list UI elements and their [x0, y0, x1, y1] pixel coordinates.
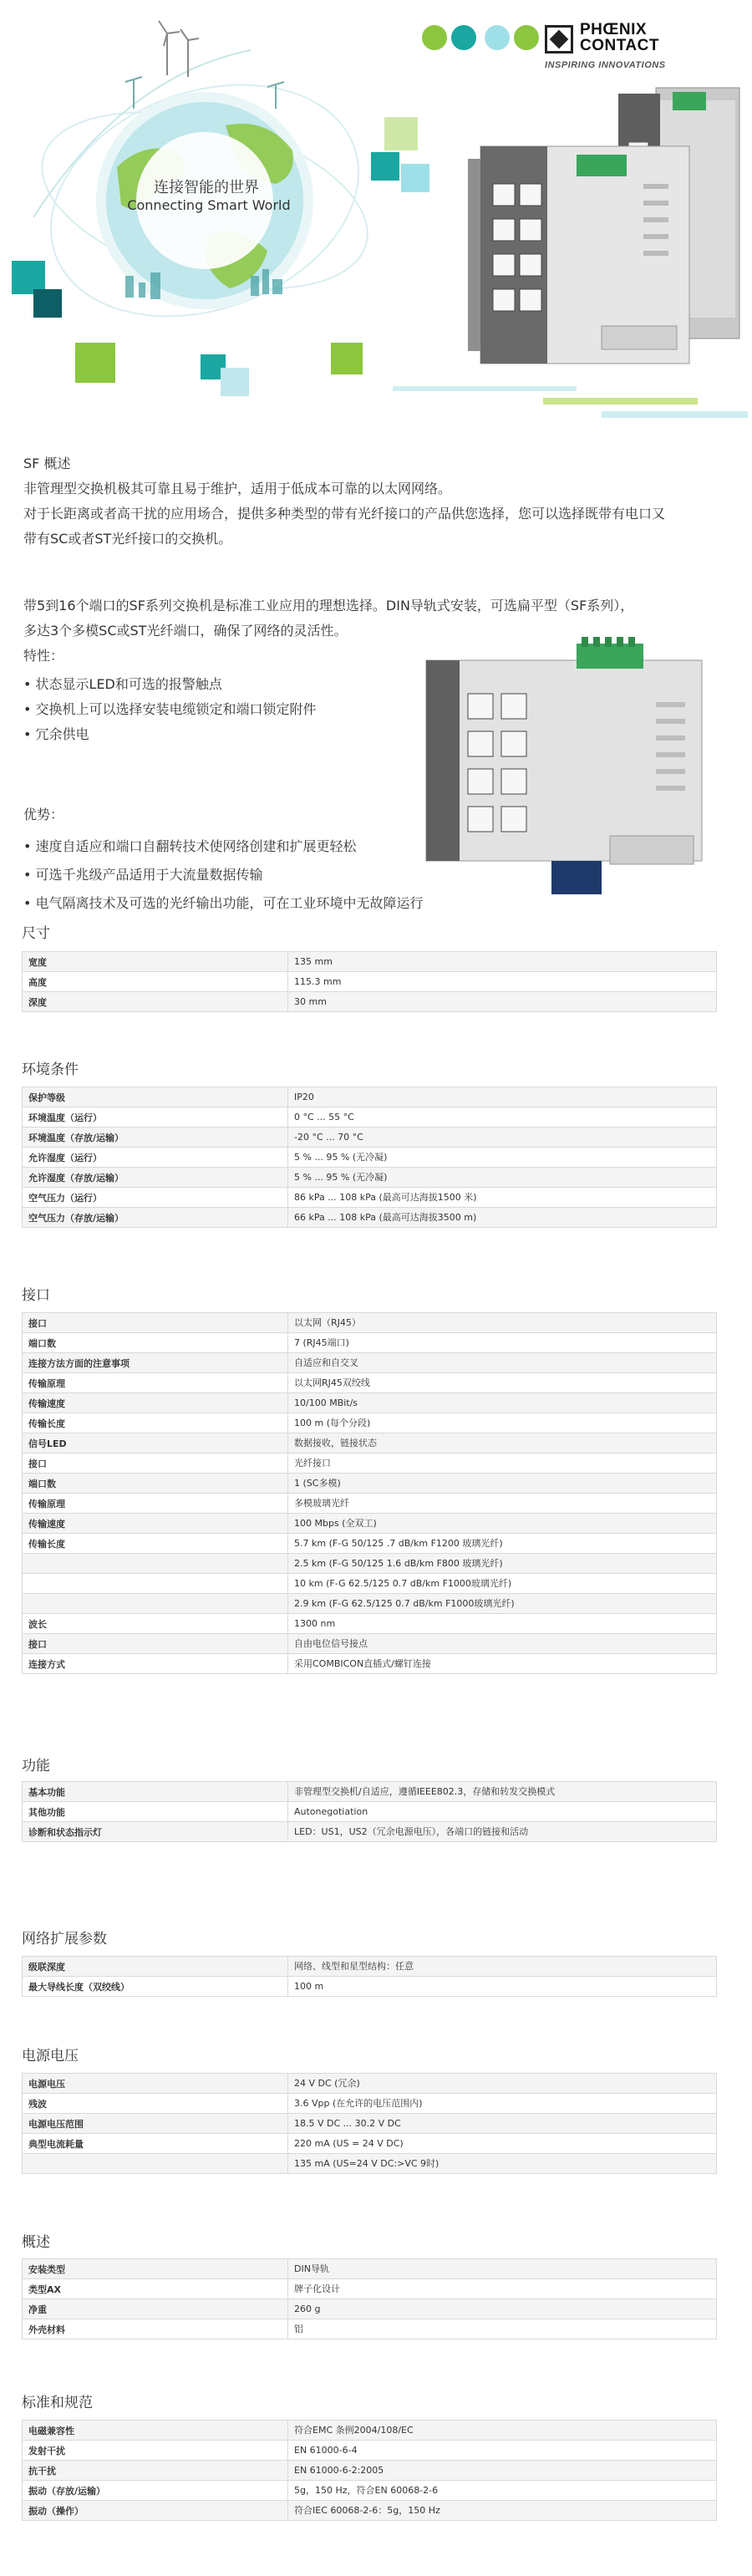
product-photo — [418, 627, 735, 903]
spec-value: DIN导轨 — [288, 2259, 717, 2279]
spec-key: 抗干扰 — [23, 2461, 288, 2481]
section-title: 网络扩展参数 — [22, 1931, 107, 1947]
spec-key — [23, 1574, 288, 1594]
spec-key: 基本功能 — [23, 1782, 288, 1802]
spec-key: 电磁兼容性 — [23, 2421, 288, 2441]
section-title: 接口 — [22, 1287, 50, 1304]
spec-row — [23, 1514, 717, 1534]
spec-row — [23, 1413, 717, 1433]
spec-value: 自由电位信号接点 — [288, 1634, 717, 1654]
spec-row — [23, 1594, 717, 1614]
spec-key: 传输原理 — [23, 1494, 288, 1514]
spec-value: 100 Mbps (全双工) — [288, 1514, 717, 1534]
spec-key: 波长 — [23, 1614, 288, 1634]
spec-row — [23, 2154, 717, 2174]
overview-line: 非管理型交换机极其可靠且易于维护，适用于低成本可靠的以太网网络。 — [23, 481, 452, 496]
spec-row — [23, 2259, 717, 2279]
spec-value: 光纤接口 — [288, 1453, 717, 1474]
spec-row — [23, 1188, 717, 1208]
spec-key: 电源电压 — [23, 2074, 288, 2094]
spec-value: 18.5 V DC ... 30.2 V DC — [288, 2114, 717, 2134]
brand-tagline: INSPIRING INNOVATIONS — [545, 60, 666, 70]
spec-row — [23, 1634, 717, 1654]
spec-row — [23, 1128, 717, 1148]
spec-value: 以太网（RJ45） — [288, 1313, 717, 1333]
spec-key: 接口 — [23, 1634, 288, 1654]
section-title: 尺寸 — [22, 925, 50, 942]
spec-value: 非管理型交换机/自适应，遵循IEEE802.3，存储和转发交换模式 — [288, 1782, 717, 1802]
spec-row — [23, 992, 717, 1012]
spec-key: 传输速度 — [23, 1514, 288, 1534]
spec-row — [23, 2134, 717, 2154]
spec-row — [23, 2279, 717, 2299]
spec-table — [22, 2420, 717, 2521]
features-title: 特性： — [23, 648, 64, 664]
advantage-item: • 电气隔离技术及可选的光纤输出功能，可在工业环境中无故障运行 — [23, 895, 424, 911]
spec-table — [22, 1312, 717, 1674]
spec-value: 符合IEC 60068-2-6：5g，150 Hz — [288, 2501, 717, 2521]
spec-table — [22, 951, 717, 1012]
spec-row — [23, 1822, 717, 1842]
spec-value: 30 mm — [288, 992, 717, 1012]
spec-key: 级联深度 — [23, 1957, 288, 1977]
spec-row — [23, 1148, 717, 1168]
spec-row — [23, 1782, 717, 1802]
spec-key: 振动（存放/运输） — [23, 2481, 288, 2501]
spec-value: 10/100 MBit/s — [288, 1393, 717, 1413]
spec-value: 自适应和自交叉 — [288, 1353, 717, 1373]
spec-value: 1300 nm — [288, 1614, 717, 1634]
spec-key: 接口 — [23, 1313, 288, 1333]
spec-key — [23, 2154, 288, 2174]
globe-caption-en: Connecting Smart World — [127, 197, 291, 213]
section-title: 标准和规范 — [22, 2395, 93, 2411]
spec-value: 2.9 km (F-G 62.5/125 0.7 dB/km F1000玻璃光纤) — [288, 1594, 717, 1614]
spec-row — [23, 1208, 717, 1228]
spec-key: 传输长度 — [23, 1534, 288, 1554]
spec-key: 环境温度（存放/运输） — [23, 1128, 288, 1148]
spec-key: 外壳材料 — [23, 2319, 288, 2339]
brand-name-line1: PHŒNIX — [580, 21, 648, 38]
globe-caption-zh: 连接智能的世界 — [154, 179, 259, 196]
spec-value: 5 % ... 95 % (无冷凝) — [288, 1168, 717, 1188]
spec-row — [23, 1474, 717, 1494]
spec-row — [23, 1554, 717, 1574]
spec-value: 1 (SC多模) — [288, 1474, 717, 1494]
spec-value: 135 mm — [288, 952, 717, 972]
spec-value: 24 V DC (冗余) — [288, 2074, 717, 2094]
spec-row — [23, 2319, 717, 2339]
spec-row — [23, 1453, 717, 1474]
spec-row — [23, 2441, 717, 2461]
spec-value: 以太网RJ45双绞线 — [288, 1373, 717, 1393]
spec-value: 100 m (每个分段) — [288, 1413, 717, 1433]
spec-value: 115.3 mm — [288, 972, 717, 992]
spec-row — [23, 1313, 717, 1333]
spec-value: 10 km (F-G 62.5/125 0.7 dB/km F1000玻璃光纤) — [288, 1574, 717, 1594]
spec-key: 振动（操作） — [23, 2501, 288, 2521]
spec-row — [23, 2299, 717, 2319]
spec-value: 100 m — [288, 1977, 717, 1997]
spec-key: 深度 — [23, 992, 288, 1012]
spec-key: 高度 — [23, 972, 288, 992]
spec-key — [23, 1554, 288, 1574]
spec-table — [22, 2073, 717, 2174]
spec-key: 环境温度（运行） — [23, 1107, 288, 1128]
feature-item: • 交换机上可以选择安装电缆锁定和端口锁定附件 — [23, 701, 317, 717]
spec-value: 多模玻璃光纤 — [288, 1494, 717, 1514]
spec-value: 牌子化设计 — [288, 2279, 717, 2299]
spec-key — [23, 1594, 288, 1614]
spec-key: 接口 — [23, 1453, 288, 1474]
spec-key: 保护等级 — [23, 1087, 288, 1107]
spec-key: 允许湿度（运行） — [23, 1148, 288, 1168]
advantages-title: 优势： — [23, 807, 64, 822]
switch-device-front — [468, 146, 689, 364]
spec-key: 信号LED — [23, 1433, 288, 1453]
spec-value: EN 61000-6-4 — [288, 2441, 717, 2461]
spec-value: 3.6 Vpp (在允许的电压范围内) — [288, 2094, 717, 2114]
section-title: 功能 — [22, 1758, 50, 1774]
overview-line: 多达3个多模SC或ST光纤端口，确保了网络的灵活性。 — [23, 623, 348, 639]
spec-value: 86 kPa ... 108 kPa (最高可达海拔1500 米) — [288, 1188, 717, 1208]
spec-table — [22, 2258, 717, 2339]
spec-table — [22, 1956, 717, 1997]
spec-key: 空气压力（存放/运输） — [23, 1208, 288, 1228]
brand-name — [580, 22, 680, 53]
spec-row — [23, 1534, 717, 1554]
spec-value: 220 mA (US = 24 V DC) — [288, 2134, 717, 2154]
advantage-item: • 可选千兆级产品适用于大流量数据传输 — [23, 867, 263, 883]
spec-row — [23, 1957, 717, 1977]
spec-value: 网络、线型和星型结构：任意 — [288, 1957, 717, 1977]
spec-value: 5 % ... 95 % (无冷凝) — [288, 1148, 717, 1168]
spec-key: 类型AX — [23, 2279, 288, 2299]
spec-row — [23, 952, 717, 972]
spec-key: 传输长度 — [23, 1413, 288, 1433]
spec-value: 采用COMBICON直插式/螺钉连接 — [288, 1654, 717, 1674]
spec-row — [23, 972, 717, 992]
spec-value: IP20 — [288, 1087, 717, 1107]
spec-value: LED：US1，US2（冗余电源电压），各端口的链接和活动 — [288, 1822, 717, 1842]
spec-row — [23, 1353, 717, 1373]
spec-row — [23, 1373, 717, 1393]
spec-row — [23, 2074, 717, 2094]
feature-item: • 冗余供电 — [23, 726, 89, 742]
spec-row — [23, 1107, 717, 1128]
spec-key: 端口数 — [23, 1333, 288, 1353]
spec-key: 诊断和状态指示灯 — [23, 1822, 288, 1842]
spec-key: 传输原理 — [23, 1373, 288, 1393]
spec-row — [23, 1393, 717, 1413]
overview-title: SF 概述 — [23, 456, 71, 471]
spec-table — [22, 1781, 717, 1842]
spec-key: 宽度 — [23, 952, 288, 972]
section-title: 电源电压 — [22, 2048, 79, 2064]
spec-value: 135 mA (US=24 V DC:>VC 9时) — [288, 2154, 717, 2174]
spec-key: 允许湿度（存放/运输） — [23, 1168, 288, 1188]
spec-row — [23, 2501, 717, 2521]
spec-row — [23, 1494, 717, 1514]
advantage-item: • 速度自适应和端口自翻转技术使网络创建和扩展更轻松 — [23, 838, 357, 854]
spec-key: 空气压力（运行） — [23, 1188, 288, 1208]
overview-line: 对于长距离或者高干扰的应用场合，提供多种类型的带有光纤接口的产品供您选择，您可以选择既带有电口又 — [23, 506, 666, 522]
spec-key: 连接方法方面的注意事项 — [23, 1353, 288, 1373]
spec-row — [23, 2094, 717, 2114]
spec-value: EN 61000-6-2:2005 — [288, 2461, 717, 2481]
spec-row — [23, 1802, 717, 1822]
spec-key: 残波 — [23, 2094, 288, 2114]
spec-key: 电源电压范围 — [23, 2114, 288, 2134]
spec-value: 铝 — [288, 2319, 717, 2339]
spec-row — [23, 1168, 717, 1188]
banner — [0, 0, 752, 435]
spec-row — [23, 2481, 717, 2501]
spec-value: 260 g — [288, 2299, 717, 2319]
spec-row — [23, 2421, 717, 2441]
spec-row — [23, 1433, 717, 1453]
spec-row — [23, 1977, 717, 1997]
spec-value: -20 °C ... 70 °C — [288, 1128, 717, 1148]
spec-key: 最大导线长度（双绞线） — [23, 1977, 288, 1997]
brand-name-line2: CONTACT — [580, 37, 659, 54]
decorative-stripes — [393, 386, 748, 418]
header-dots — [422, 25, 539, 50]
spec-value: Autonegotiation — [288, 1802, 717, 1822]
spec-key: 连接方式 — [23, 1654, 288, 1674]
spec-row — [23, 1574, 717, 1594]
spec-row — [23, 1333, 717, 1353]
spec-value: 7 (RJ45端口) — [288, 1333, 717, 1353]
spec-key: 净重 — [23, 2299, 288, 2319]
feature-item: • 状态显示LED和可选的报警触点 — [23, 676, 222, 692]
spec-table — [22, 1087, 717, 1228]
spec-key: 典型电流耗量 — [23, 2134, 288, 2154]
spec-value: 5g，150 Hz，符合EN 60068-2-6 — [288, 2481, 717, 2501]
spec-key: 安装类型 — [23, 2259, 288, 2279]
spec-value: 0 °C ... 55 °C — [288, 1107, 717, 1128]
spec-row — [23, 1614, 717, 1634]
spec-key: 端口数 — [23, 1474, 288, 1494]
spec-value: 66 kPa ... 108 kPa (最高可达海拔3500 m) — [288, 1208, 717, 1228]
brand-logo-icon — [545, 25, 573, 53]
section-title: 环境条件 — [22, 1061, 79, 1078]
spec-value: 数据接收，链接状态 — [288, 1433, 717, 1453]
overview-line: 带有SC或者ST光纤接口的交换机。 — [23, 531, 232, 547]
overview-line: 带5到16个端口的SF系列交换机是标准工业应用的理想选择。DIN导轨式安装，可选扁平型（SF系列）， — [23, 598, 634, 613]
spec-value: 符合EMC 条例2004/108/EC — [288, 2421, 717, 2441]
spec-row — [23, 1654, 717, 1674]
spec-row — [23, 2461, 717, 2481]
section-title: 概述 — [22, 2234, 50, 2251]
spec-value: 2.5 km (F-G 50/125 1.6 dB/km F800 玻璃光纤) — [288, 1554, 717, 1574]
spec-key: 其他功能 — [23, 1802, 288, 1822]
spec-key: 传输速度 — [23, 1393, 288, 1413]
spec-row — [23, 2114, 717, 2134]
spec-row — [23, 1087, 717, 1107]
spec-key: 发射干扰 — [23, 2441, 288, 2461]
spec-value: 5.7 km (F-G 50/125 .7 dB/km F1200 玻璃光纤) — [288, 1534, 717, 1554]
